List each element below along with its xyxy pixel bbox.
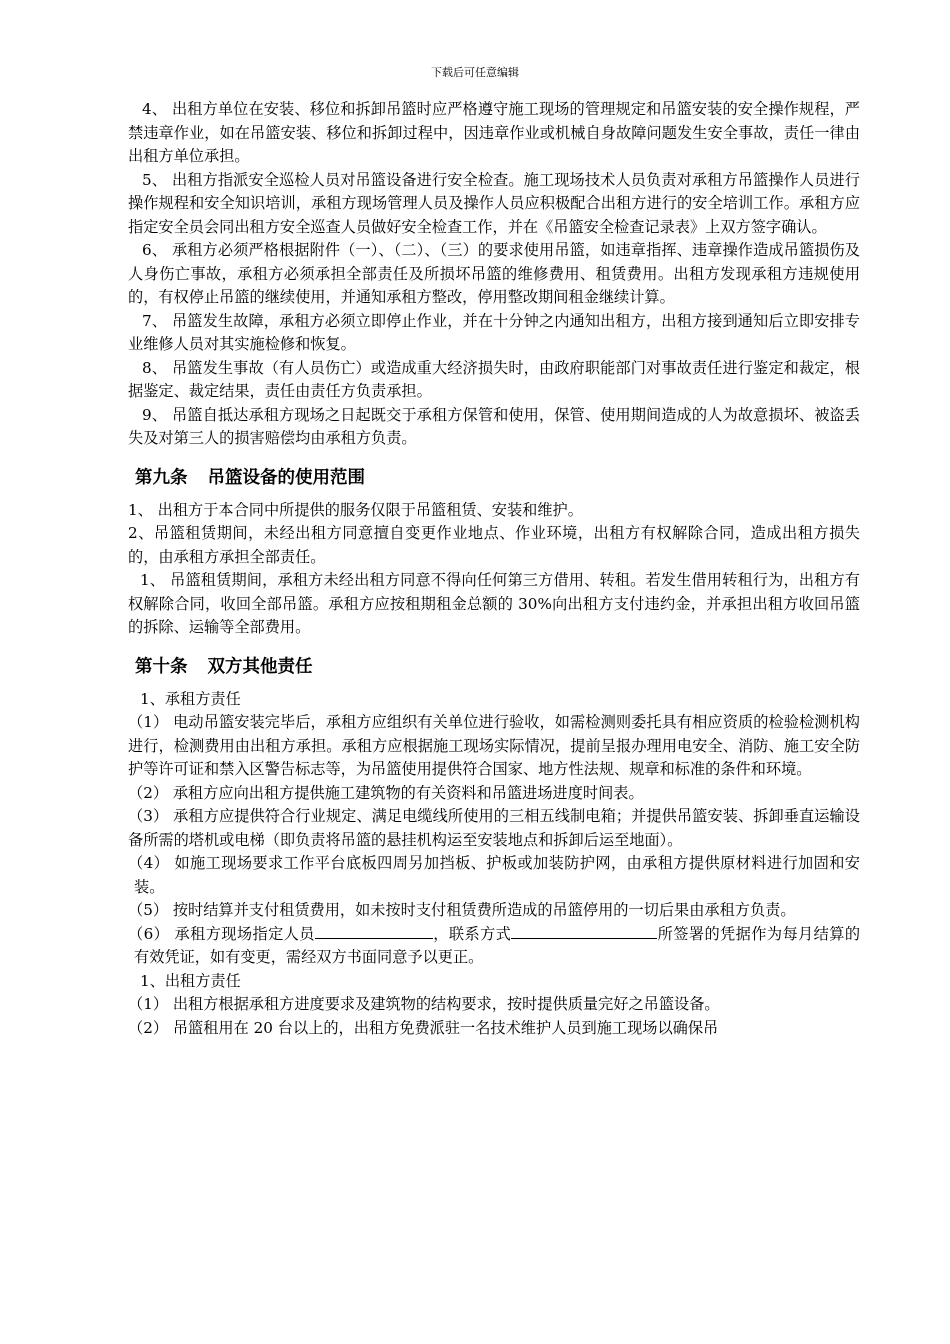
section-title: 双方其他责任 [207,656,313,677]
item6-suffix: 所签署的凭据作为每月结算的有效凭证，如有变更，需经双方书面同意予以更正。 [134,924,861,966]
paragraph: 9、 吊篮自抵达承租方现场之日起既交于承租方保管和使用，保管、使用期间造成的人为故意损坏、被盗丢失及对第三人的损害赔偿均由承租方负责。 [128,405,860,447]
subheading: 1、出租方责任 [140,971,241,990]
item6-prefix: （6） 承租方现场指定人员 [128,924,315,943]
section-heading-9 [128,466,860,490]
paragraph: （4） 如施工现场要求工作平台底板四周另加挡板、护板或加装防护网，由承租方提供原材料进行加固和安装。 [128,854,860,896]
paragraph: （2） 吊篮租用在 20 台以上的，出租方免费派驻一名技术维护人员到施工现场以确保吊 [128,1018,719,1037]
paragraph: 1、 出租方于本合同中所提供的服务仅限于吊篮租赁、安装和维护。 [128,500,583,519]
paragraph: 2、吊篮租赁期间，未经出租方同意擅自变更作业地点、作业环境，出租方有权解除合同，造成出租方损失的，由承租方承担全部责任。 [128,524,860,566]
paragraph: 1、 吊篮租赁期间，承租方未经出租方同意不得向任何第三方借用、转租。若发生借用转租行为，出租方有权解除合同，收回全部吊篮。承租方应按租期租金总额的 30%向出租方支付违约金，并承担出租方收回吊篮的拆除、运输等全部费用。 [128,571,860,636]
section-number: 第十条 [135,656,188,677]
paragraph: 7、 吊篮发生故障，承租方必须立即停止作业，并在十分钟之内通知出租方，出租方接到通知后立即安排专业维修人员对其实施检修和恢复。 [128,311,860,353]
contact-blank-field[interactable] [511,923,657,939]
paragraph: 6、 承租方必须严格根据附件（一）、（二）、（三）的要求使用吊篮，如违章指挥、违章操作造成吊篮损伤及人身伤亡事故，承租方必须承担全部责任及所损坏吊篮的维修费用、租赁费用。出租方发现承租方违规使用的，有权停止吊篮的继续使用，并通知承租方整改，停用整改期间租金继续计算。 [128,241,860,306]
document-body [128,98,860,1040]
subheading: 1、承租方责任 [140,689,241,708]
paragraph: （3） 承租方应提供符合行业规定、满足电缆线所使用的三相五线制电箱；并提供吊篮安装、拆卸垂直运输设备所需的塔机或电梯（即负责将吊篮的悬挂机构运至安装地点和拆卸后运至地面）。 [128,807,860,849]
person-blank-field[interactable] [315,923,433,939]
item6-middle: ，联系方式 [432,924,512,943]
paragraph: （1） 出租方根据承租方进度要求及建筑物的结构要求，按时提供质量完好之吊篮设备。 [128,995,720,1013]
section-number: 第九条 [135,467,188,488]
paragraph: 8、 吊篮发生事故（有人员伤亡）或造成重大经济损失时，由政府职能部门对事故责任进行鉴定和裁定，根据鉴定、裁定结果，责任由责任方负责承担。 [128,358,860,400]
page-header: 下载后可任意编辑 [431,66,519,79]
paragraph: （1） 电动吊篮安装完毕后，承租方应组织有关单位进行验收，如需检测则委托具有相应资质的检验检测机构进行，检测费用由出租方承担。承租方应根据施工现场实际情况，提前呈报办理用电安全、消防、施工安全防护等许可证和禁入区警告标志等，为吊篮使用提供符合国家、地方性法规、规章和标准的条件和环境。 [128,713,860,778]
paragraph: （5） 按时结算并支付租赁费用，如未按时支付租赁费所造成的吊篮停用的一切后果由承租方负责。 [128,901,796,919]
paragraph: 4、 出租方单位在安装、移位和拆卸吊篮时应严格遵守施工现场的管理规定和吊篮安装的安全操作规程，严禁违章作业，如在吊篮安装、移位和拆卸过程中，因违章作业或机械自身故障问题发生安全事故，责任一律由出租方单位承担。 [128,100,860,165]
paragraph-with-blanks [128,923,860,970]
section-title: 吊篮设备的使用范围 [207,467,365,488]
paragraph: （2） 承租方应向出租方提供施工建筑物的有关资料和吊篮进场进度时间表。 [128,783,644,802]
section-heading-10 [128,655,860,679]
paragraph: 5、 出租方指派安全巡检人员对吊篮设备进行安全检查。施工现场技术人员负责对承租方吊篮操作人员进行操作规程和安全知识培训，承租方现场管理人员及操作人员应积极配合出租方进行的安全培训工作。承租方应指定安全员会同出租方安全巡查人员做好安全检查工作，并在《吊篮安全检查记录表》上双方签字确认。 [128,170,860,236]
